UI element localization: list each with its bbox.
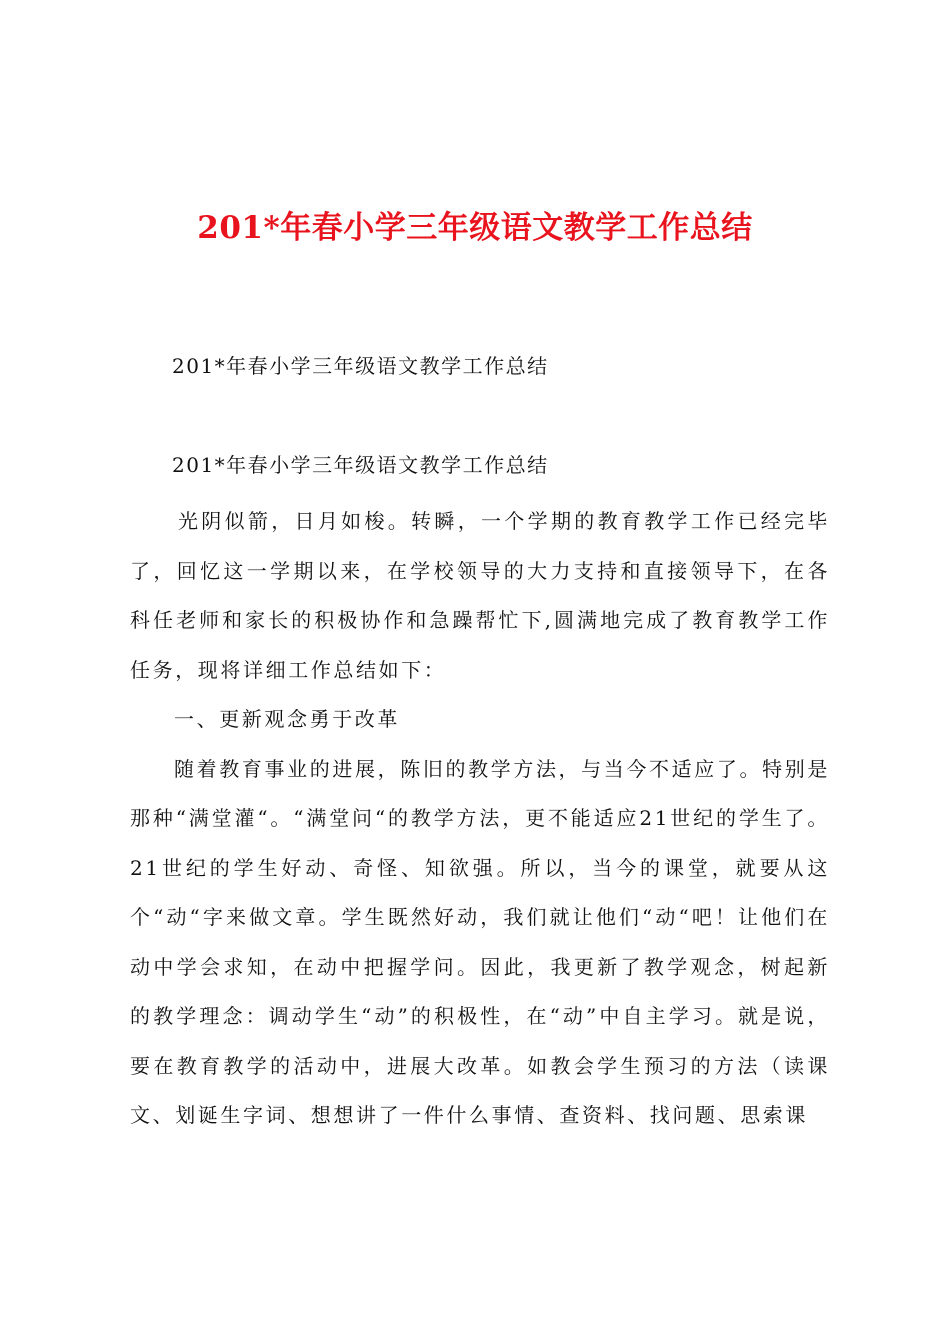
- paragraph-intro: 光阴似箭，日月如梭。转瞬，一个学期的教育教学工作已经完毕了，回忆这一学期以来，在学校领导的大力支持和直接领导下，在各科任老师和家长的积极协作和急躁帮忙下,圆满地完成了教育教学工作任务，现将详细工作总结如下：: [130, 509, 830, 682]
- document-title: 201*年春小学三年级语文教学工作总结: [197, 210, 753, 246]
- document-body: [130, 497, 830, 1141]
- document-subtitle-1: 201*年春小学三年级语文教学工作总结: [172, 354, 549, 378]
- document-subtitle-2: 201*年春小学三年级语文教学工作总结: [172, 453, 549, 477]
- paragraph-section-1: 随着教育事业的进展，陈旧的教学方法，与当今不适应了。特别是那种“满堂灌“。“满堂问“的教学方法，更不能适应21世纪的学生了。21世纪的学生好动、奇怪、知欲强。所以，当今的课堂，就要从这个“动“字来做文章。学生既然好动，我们就让他们“动“吧！让他们在动中学会求知，在动中把握学问。因此，我更新了教学观念，树起新的教学理念：调动学生“动”的积极性，在“动”中自主学习。就是说，要在教育教学的活动中，进展大改革。如教会学生预习的方法（读课文、划诞生字词、想想讲了一件什么事情、查资料、找问题、思索课: [130, 756, 830, 1127]
- section-heading-1: 一、更新观念勇于改革: [174, 707, 400, 731]
